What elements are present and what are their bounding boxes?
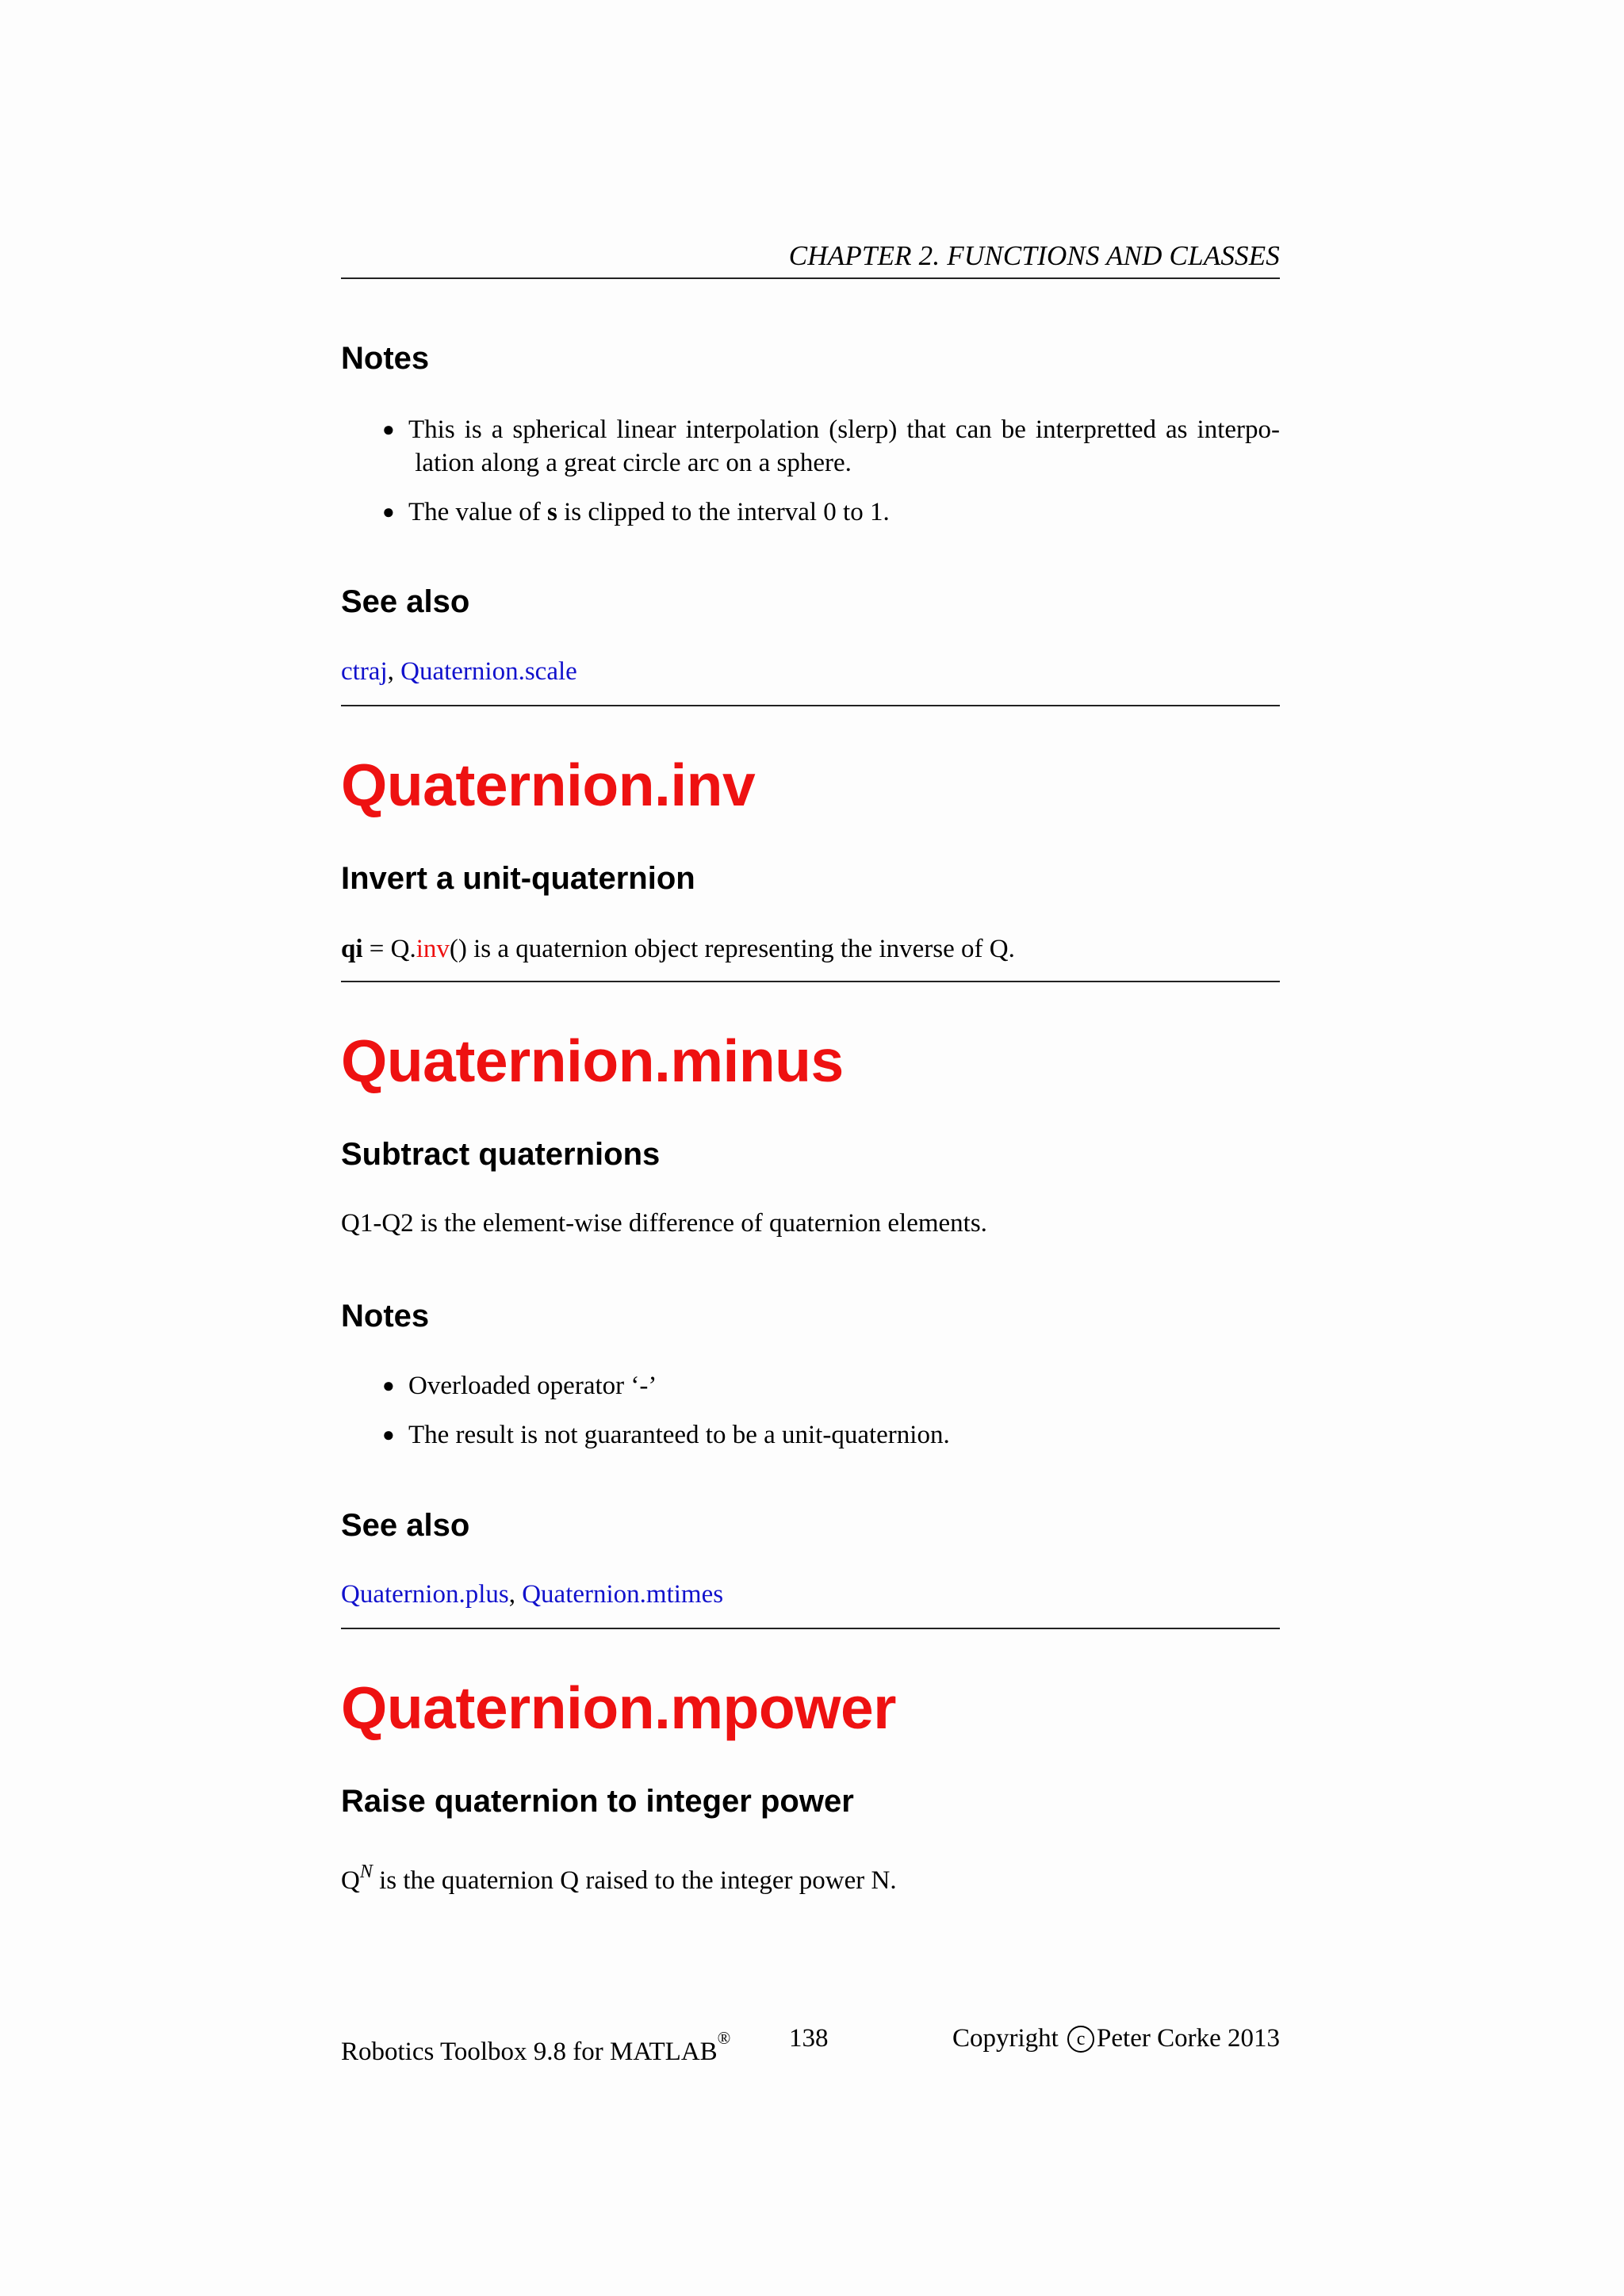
notes-list — [341, 1369, 1280, 1452]
notes-list — [341, 413, 1280, 529]
header-rule — [341, 277, 1280, 279]
copyright-icon: c — [1067, 2026, 1094, 2053]
desc-exponent: N — [359, 1862, 373, 1882]
list-item — [341, 1369, 1280, 1402]
footer-title-text: Robotics Toolbox 9.8 for MATLAB — [341, 2038, 718, 2066]
see-also-heading: See also — [341, 584, 470, 619]
document-page — [341, 0, 1280, 2296]
function-title-inv: Quaternion.inv — [341, 752, 756, 818]
link-separator: , — [387, 657, 401, 686]
method-name: inv — [416, 935, 450, 963]
desc-after: is the quaternion Q raised to the integer power N. — [372, 1866, 897, 1895]
section-rule — [341, 705, 1280, 706]
function-subtitle-inv: Invert a unit-quaternion — [341, 861, 695, 896]
see-also-links — [341, 1578, 723, 1611]
running-head: CHAPTER 2. FUNCTIONS AND CLASSES — [788, 240, 1280, 271]
see-also-heading: See also — [341, 1508, 470, 1543]
page-number: 138 — [789, 2024, 829, 2053]
desc-mid: = Q. — [362, 935, 416, 963]
link-quaternion-scale[interactable]: Quaternion.scale — [400, 657, 577, 686]
notes-heading: Notes — [341, 1299, 430, 1334]
list-item — [341, 1418, 1280, 1452]
function-subtitle-mpower: Raise quaternion to integer power — [341, 1784, 854, 1819]
page-footer — [341, 2019, 1280, 2066]
param-s: s — [547, 498, 557, 526]
notes-heading: Notes — [341, 341, 430, 376]
footer-title — [341, 2019, 730, 2072]
bullet-icon: ● — [382, 500, 395, 523]
function-title-mpower: Quaternion.mpower — [341, 1674, 896, 1741]
link-quaternion-plus[interactable]: Quaternion.plus — [341, 1580, 509, 1609]
note-text: The result is not guaranteed to be a unit-quaternion. — [408, 1421, 950, 1449]
section-rule — [341, 1628, 1280, 1629]
footer-copyright — [952, 2019, 1280, 2058]
bullet-icon: ● — [382, 418, 395, 441]
copyright-prefix: Copyright — [952, 2024, 1066, 2053]
note-text: This is a spherical linear interpolation (slerp) that can be interpretted as interpo- lation along a great circle arc on a sphere. — [408, 415, 1280, 477]
bullet-icon: ● — [382, 1374, 395, 1397]
section-rule — [341, 981, 1280, 982]
function-desc-mpower — [341, 1855, 897, 1897]
return-value: qi — [341, 935, 363, 963]
list-item — [341, 496, 1280, 529]
desc-base: Q — [341, 1866, 360, 1895]
see-also-links — [341, 655, 577, 688]
function-title-minus: Quaternion.minus — [341, 1027, 844, 1094]
function-desc-inv — [341, 932, 1015, 966]
note-text-before: The value of — [408, 498, 548, 526]
note-text: Overloaded operator ‘-’ — [408, 1372, 657, 1400]
copyright-suffix: Peter Corke 2013 — [1097, 2024, 1280, 2053]
bullet-icon: ● — [382, 1423, 395, 1446]
desc-after: () is a quaternion object representing the inverse of Q. — [449, 935, 1015, 963]
link-ctraj[interactable]: ctraj — [341, 657, 388, 686]
note-text-after: is clipped to the interval 0 to 1. — [557, 498, 890, 526]
registered-mark: ® — [717, 2028, 731, 2048]
link-separator: , — [508, 1580, 523, 1609]
function-subtitle-minus: Subtract quaternions — [341, 1137, 661, 1172]
list-item — [341, 413, 1280, 480]
function-desc-minus: Q1-Q2 is the element-wise difference of quaternion elements. — [341, 1209, 987, 1238]
link-quaternion-mtimes[interactable]: Quaternion.mtimes — [522, 1580, 724, 1609]
